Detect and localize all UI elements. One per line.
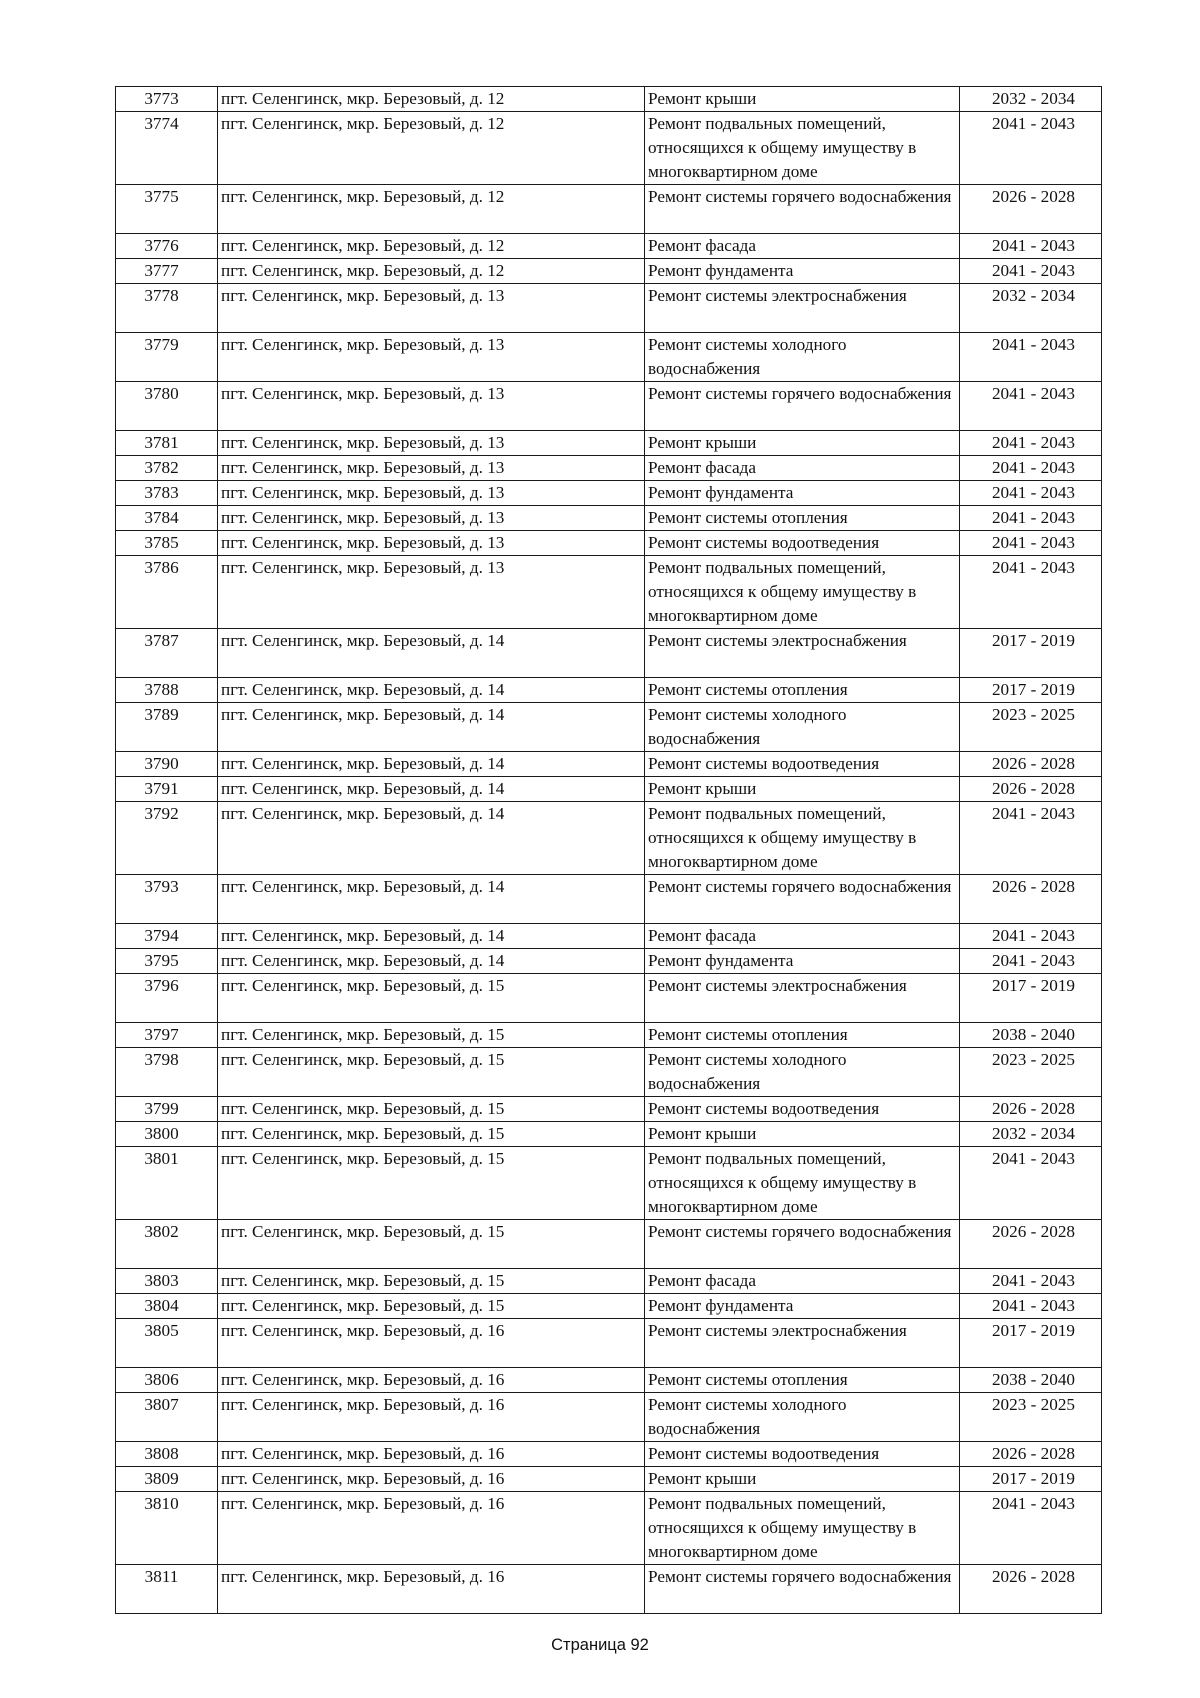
row-number: 3810 bbox=[116, 1492, 218, 1565]
row-address: пгт. Селенгинск, мкр. Березовый, д. 13 bbox=[218, 556, 645, 629]
table-row bbox=[116, 949, 1102, 974]
row-period: 2026 - 2028 bbox=[960, 1097, 1102, 1122]
table-body bbox=[116, 87, 1102, 1614]
row-period: 2041 - 2043 bbox=[960, 333, 1102, 382]
row-number: 3797 bbox=[116, 1023, 218, 1048]
row-period: 2032 - 2034 bbox=[960, 1122, 1102, 1147]
row-address: пгт. Селенгинск, мкр. Березовый, д. 15 bbox=[218, 1122, 645, 1147]
row-number: 3796 bbox=[116, 974, 218, 1023]
row-address: пгт. Селенгинск, мкр. Березовый, д. 12 bbox=[218, 259, 645, 284]
row-number: 3807 bbox=[116, 1393, 218, 1442]
row-work-type: Ремонт крыши bbox=[645, 87, 960, 112]
table-row bbox=[116, 1122, 1102, 1147]
row-number: 3806 bbox=[116, 1368, 218, 1393]
row-period: 2041 - 2043 bbox=[960, 382, 1102, 431]
row-number: 3777 bbox=[116, 259, 218, 284]
row-address: пгт. Селенгинск, мкр. Березовый, д. 16 bbox=[218, 1565, 645, 1614]
row-number: 3789 bbox=[116, 703, 218, 752]
table-row bbox=[116, 802, 1102, 875]
table-row bbox=[116, 1269, 1102, 1294]
row-number: 3781 bbox=[116, 431, 218, 456]
row-period: 2026 - 2028 bbox=[960, 1442, 1102, 1467]
table-row bbox=[116, 112, 1102, 185]
row-number: 3802 bbox=[116, 1220, 218, 1269]
table-row bbox=[116, 1294, 1102, 1319]
row-period: 2041 - 2043 bbox=[960, 1294, 1102, 1319]
row-number: 3774 bbox=[116, 112, 218, 185]
row-period: 2041 - 2043 bbox=[960, 234, 1102, 259]
row-period: 2041 - 2043 bbox=[960, 1147, 1102, 1220]
row-address: пгт. Селенгинск, мкр. Березовый, д. 15 bbox=[218, 974, 645, 1023]
row-number: 3800 bbox=[116, 1122, 218, 1147]
row-work-type: Ремонт фасада bbox=[645, 924, 960, 949]
row-work-type: Ремонт системы отопления bbox=[645, 1023, 960, 1048]
table-row bbox=[116, 777, 1102, 802]
row-work-type: Ремонт системы электроснабжения bbox=[645, 629, 960, 678]
table-row bbox=[116, 1048, 1102, 1097]
row-work-type: Ремонт системы холодного водоснабжения bbox=[645, 333, 960, 382]
row-work-type: Ремонт системы водоотведения bbox=[645, 1097, 960, 1122]
row-number: 3782 bbox=[116, 456, 218, 481]
table-row bbox=[116, 333, 1102, 382]
row-period: 2041 - 2043 bbox=[960, 802, 1102, 875]
row-period: 2023 - 2025 bbox=[960, 1393, 1102, 1442]
row-address: пгт. Селенгинск, мкр. Березовый, д. 12 bbox=[218, 112, 645, 185]
row-period: 2041 - 2043 bbox=[960, 1269, 1102, 1294]
row-work-type: Ремонт фундамента bbox=[645, 259, 960, 284]
row-work-type: Ремонт подвальных помещений, относящихся к общему имуществу в многоквартирном доме bbox=[645, 1492, 960, 1565]
repair-schedule-table bbox=[115, 86, 1102, 1614]
table-row bbox=[116, 974, 1102, 1023]
row-period: 2041 - 2043 bbox=[960, 949, 1102, 974]
row-number: 3784 bbox=[116, 506, 218, 531]
row-number: 3792 bbox=[116, 802, 218, 875]
table-row bbox=[116, 703, 1102, 752]
row-period: 2026 - 2028 bbox=[960, 185, 1102, 234]
row-work-type: Ремонт системы холодного водоснабжения bbox=[645, 703, 960, 752]
row-address: пгт. Селенгинск, мкр. Березовый, д. 14 bbox=[218, 875, 645, 924]
row-work-type: Ремонт подвальных помещений, относящихся к общему имуществу в многоквартирном доме bbox=[645, 112, 960, 185]
row-work-type: Ремонт крыши bbox=[645, 1467, 960, 1492]
row-work-type: Ремонт крыши bbox=[645, 1122, 960, 1147]
row-period: 2041 - 2043 bbox=[960, 924, 1102, 949]
row-address: пгт. Селенгинск, мкр. Березовый, д. 14 bbox=[218, 949, 645, 974]
row-number: 3804 bbox=[116, 1294, 218, 1319]
row-work-type: Ремонт фасада bbox=[645, 456, 960, 481]
row-address: пгт. Селенгинск, мкр. Березовый, д. 14 bbox=[218, 777, 645, 802]
row-number: 3780 bbox=[116, 382, 218, 431]
row-number: 3785 bbox=[116, 531, 218, 556]
table-row bbox=[116, 1368, 1102, 1393]
row-address: пгт. Селенгинск, мкр. Березовый, д. 12 bbox=[218, 234, 645, 259]
row-number: 3808 bbox=[116, 1442, 218, 1467]
row-work-type: Ремонт системы отопления bbox=[645, 678, 960, 703]
row-period: 2041 - 2043 bbox=[960, 456, 1102, 481]
row-work-type: Ремонт системы электроснабжения bbox=[645, 974, 960, 1023]
table-row bbox=[116, 531, 1102, 556]
row-address: пгт. Селенгинск, мкр. Березовый, д. 13 bbox=[218, 506, 645, 531]
row-period: 2026 - 2028 bbox=[960, 1565, 1102, 1614]
table-row bbox=[116, 456, 1102, 481]
row-work-type: Ремонт системы холодного водоснабжения bbox=[645, 1048, 960, 1097]
row-address: пгт. Селенгинск, мкр. Березовый, д. 15 bbox=[218, 1147, 645, 1220]
row-number: 3787 bbox=[116, 629, 218, 678]
row-number: 3799 bbox=[116, 1097, 218, 1122]
row-work-type: Ремонт системы горячего водоснабжения bbox=[645, 185, 960, 234]
row-period: 2038 - 2040 bbox=[960, 1368, 1102, 1393]
row-period: 2017 - 2019 bbox=[960, 629, 1102, 678]
row-work-type: Ремонт системы горячего водоснабжения bbox=[645, 1565, 960, 1614]
table-row bbox=[116, 506, 1102, 531]
row-address: пгт. Селенгинск, мкр. Березовый, д. 14 bbox=[218, 703, 645, 752]
row-address: пгт. Селенгинск, мкр. Березовый, д. 16 bbox=[218, 1442, 645, 1467]
row-work-type: Ремонт системы горячего водоснабжения bbox=[645, 1220, 960, 1269]
row-number: 3809 bbox=[116, 1467, 218, 1492]
table-row bbox=[116, 1565, 1102, 1614]
table-row bbox=[116, 1442, 1102, 1467]
row-address: пгт. Селенгинск, мкр. Березовый, д. 12 bbox=[218, 185, 645, 234]
row-period: 2041 - 2043 bbox=[960, 481, 1102, 506]
row-period: 2041 - 2043 bbox=[960, 431, 1102, 456]
row-period: 2023 - 2025 bbox=[960, 703, 1102, 752]
row-address: пгт. Селенгинск, мкр. Березовый, д. 12 bbox=[218, 87, 645, 112]
row-period: 2038 - 2040 bbox=[960, 1023, 1102, 1048]
table-row bbox=[116, 259, 1102, 284]
row-period: 2041 - 2043 bbox=[960, 1492, 1102, 1565]
row-number: 3775 bbox=[116, 185, 218, 234]
row-address: пгт. Селенгинск, мкр. Березовый, д. 13 bbox=[218, 284, 645, 333]
row-period: 2041 - 2043 bbox=[960, 259, 1102, 284]
row-address: пгт. Селенгинск, мкр. Березовый, д. 13 bbox=[218, 382, 645, 431]
row-work-type: Ремонт системы горячего водоснабжения bbox=[645, 875, 960, 924]
row-period: 2017 - 2019 bbox=[960, 974, 1102, 1023]
row-work-type: Ремонт подвальных помещений, относящихся к общему имуществу в многоквартирном доме bbox=[645, 1147, 960, 1220]
row-number: 3791 bbox=[116, 777, 218, 802]
table-row bbox=[116, 875, 1102, 924]
row-number: 3773 bbox=[116, 87, 218, 112]
row-period: 2041 - 2043 bbox=[960, 506, 1102, 531]
table-row bbox=[116, 924, 1102, 949]
row-period: 2032 - 2034 bbox=[960, 87, 1102, 112]
table-row bbox=[116, 1319, 1102, 1368]
row-number: 3778 bbox=[116, 284, 218, 333]
row-address: пгт. Селенгинск, мкр. Березовый, д. 16 bbox=[218, 1492, 645, 1565]
row-number: 3776 bbox=[116, 234, 218, 259]
row-work-type: Ремонт подвальных помещений, относящихся к общему имуществу в многоквартирном доме bbox=[645, 556, 960, 629]
row-period: 2026 - 2028 bbox=[960, 777, 1102, 802]
row-period: 2041 - 2043 bbox=[960, 556, 1102, 629]
table-row bbox=[116, 1492, 1102, 1565]
row-work-type: Ремонт фундамента bbox=[645, 1294, 960, 1319]
table-row bbox=[116, 1023, 1102, 1048]
row-address: пгт. Селенгинск, мкр. Березовый, д. 14 bbox=[218, 802, 645, 875]
row-work-type: Ремонт системы электроснабжения bbox=[645, 284, 960, 333]
row-address: пгт. Селенгинск, мкр. Березовый, д. 14 bbox=[218, 924, 645, 949]
row-address: пгт. Селенгинск, мкр. Березовый, д. 15 bbox=[218, 1220, 645, 1269]
row-period: 2026 - 2028 bbox=[960, 1220, 1102, 1269]
row-address: пгт. Селенгинск, мкр. Березовый, д. 13 bbox=[218, 333, 645, 382]
row-work-type: Ремонт крыши bbox=[645, 777, 960, 802]
row-address: пгт. Селенгинск, мкр. Березовый, д. 13 bbox=[218, 431, 645, 456]
page-number: Страница 92 bbox=[551, 1636, 649, 1654]
row-work-type: Ремонт системы водоотведения bbox=[645, 531, 960, 556]
row-address: пгт. Селенгинск, мкр. Березовый, д. 15 bbox=[218, 1097, 645, 1122]
row-address: пгт. Селенгинск, мкр. Березовый, д. 16 bbox=[218, 1467, 645, 1492]
row-number: 3803 bbox=[116, 1269, 218, 1294]
row-address: пгт. Селенгинск, мкр. Березовый, д. 14 bbox=[218, 629, 645, 678]
row-address: пгт. Селенгинск, мкр. Березовый, д. 15 bbox=[218, 1023, 645, 1048]
row-number: 3793 bbox=[116, 875, 218, 924]
row-number: 3795 bbox=[116, 949, 218, 974]
row-number: 3779 bbox=[116, 333, 218, 382]
row-period: 2017 - 2019 bbox=[960, 1319, 1102, 1368]
row-work-type: Ремонт системы водоотведения bbox=[645, 1442, 960, 1467]
table-row bbox=[116, 752, 1102, 777]
row-address: пгт. Селенгинск, мкр. Березовый, д. 13 bbox=[218, 481, 645, 506]
row-period: 2026 - 2028 bbox=[960, 752, 1102, 777]
row-work-type: Ремонт системы горячего водоснабжения bbox=[645, 382, 960, 431]
row-number: 3798 bbox=[116, 1048, 218, 1097]
row-period: 2017 - 2019 bbox=[960, 678, 1102, 703]
row-period: 2017 - 2019 bbox=[960, 1467, 1102, 1492]
row-number: 3801 bbox=[116, 1147, 218, 1220]
row-number: 3794 bbox=[116, 924, 218, 949]
row-work-type: Ремонт фасада bbox=[645, 234, 960, 259]
row-address: пгт. Селенгинск, мкр. Березовый, д. 15 bbox=[218, 1294, 645, 1319]
table-row bbox=[116, 234, 1102, 259]
table-row bbox=[116, 629, 1102, 678]
row-work-type: Ремонт системы холодного водоснабжения bbox=[645, 1393, 960, 1442]
table-row bbox=[116, 185, 1102, 234]
page-footer bbox=[0, 1636, 1200, 1655]
table-row bbox=[116, 481, 1102, 506]
row-work-type: Ремонт крыши bbox=[645, 431, 960, 456]
row-period: 2026 - 2028 bbox=[960, 875, 1102, 924]
row-period: 2032 - 2034 bbox=[960, 284, 1102, 333]
table-row bbox=[116, 284, 1102, 333]
row-work-type: Ремонт фасада bbox=[645, 1269, 960, 1294]
row-number: 3811 bbox=[116, 1565, 218, 1614]
row-work-type: Ремонт подвальных помещений, относящихся к общему имуществу в многоквартирном доме bbox=[645, 802, 960, 875]
row-address: пгт. Селенгинск, мкр. Березовый, д. 14 bbox=[218, 678, 645, 703]
table-row bbox=[116, 431, 1102, 456]
row-period: 2023 - 2025 bbox=[960, 1048, 1102, 1097]
row-work-type: Ремонт фундамента bbox=[645, 481, 960, 506]
row-address: пгт. Селенгинск, мкр. Березовый, д. 16 bbox=[218, 1393, 645, 1442]
row-period: 2041 - 2043 bbox=[960, 112, 1102, 185]
table-row bbox=[116, 1097, 1102, 1122]
table-row bbox=[116, 1467, 1102, 1492]
row-number: 3805 bbox=[116, 1319, 218, 1368]
table-row bbox=[116, 1393, 1102, 1442]
row-address: пгт. Селенгинск, мкр. Березовый, д. 15 bbox=[218, 1048, 645, 1097]
row-work-type: Ремонт системы электроснабжения bbox=[645, 1319, 960, 1368]
row-work-type: Ремонт системы отопления bbox=[645, 506, 960, 531]
row-work-type: Ремонт фундамента bbox=[645, 949, 960, 974]
row-address: пгт. Селенгинск, мкр. Березовый, д. 13 bbox=[218, 531, 645, 556]
row-work-type: Ремонт системы отопления bbox=[645, 1368, 960, 1393]
table-row bbox=[116, 87, 1102, 112]
row-number: 3788 bbox=[116, 678, 218, 703]
row-address: пгт. Селенгинск, мкр. Березовый, д. 16 bbox=[218, 1319, 645, 1368]
row-address: пгт. Селенгинск, мкр. Березовый, д. 14 bbox=[218, 752, 645, 777]
row-number: 3790 bbox=[116, 752, 218, 777]
row-number: 3783 bbox=[116, 481, 218, 506]
table-row bbox=[116, 678, 1102, 703]
row-work-type: Ремонт системы водоотведения bbox=[645, 752, 960, 777]
table-row bbox=[116, 382, 1102, 431]
table-row bbox=[116, 556, 1102, 629]
row-address: пгт. Селенгинск, мкр. Березовый, д. 13 bbox=[218, 456, 645, 481]
table-row bbox=[116, 1220, 1102, 1269]
row-address: пгт. Селенгинск, мкр. Березовый, д. 16 bbox=[218, 1368, 645, 1393]
row-number: 3786 bbox=[116, 556, 218, 629]
row-address: пгт. Селенгинск, мкр. Березовый, д. 15 bbox=[218, 1269, 645, 1294]
row-period: 2041 - 2043 bbox=[960, 531, 1102, 556]
table-row bbox=[116, 1147, 1102, 1220]
